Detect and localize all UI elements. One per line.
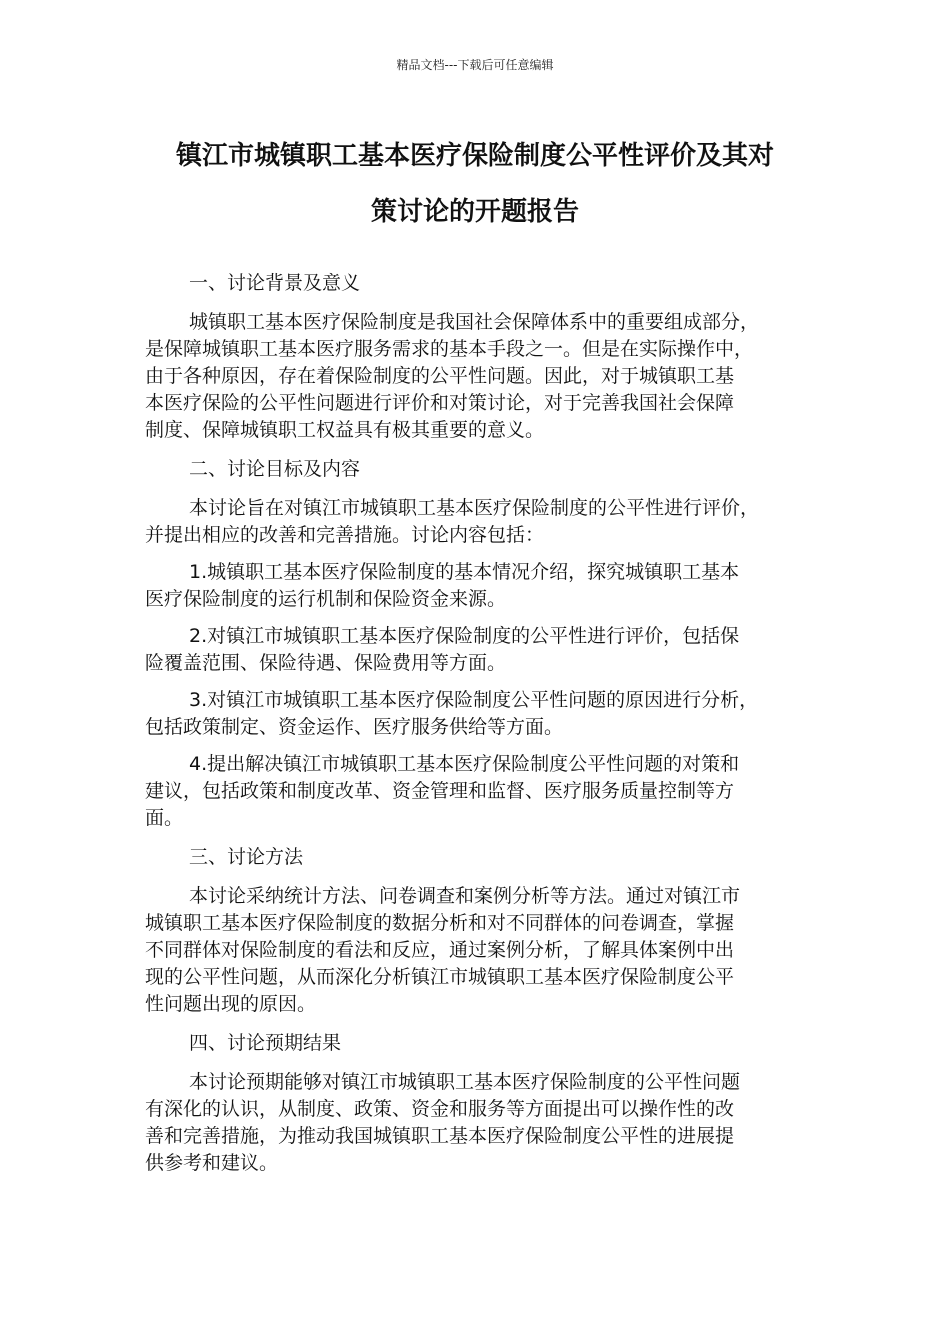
text-line: 是保障城镇职工基本医疗服务需求的基本手段之一。但是在实际操作中， (145, 338, 754, 360)
section-heading-expected-results: 四、讨论预期结果 (189, 1032, 342, 1054)
document-title (120, 128, 830, 240)
text-line: 3.对镇江市城镇职工基本医疗保险制度公平性问题的原因进行分析， (189, 689, 759, 711)
text-line: 本讨论预期能够对镇江市城镇职工基本医疗保险制度的公平性问题 (189, 1071, 741, 1093)
text-line: 医疗保险制度的运行机制和保险资金来源。 (145, 588, 507, 610)
text-line: 现的公平性问题，从而深化分析镇江市城镇职工基本医疗保险制度公平 (145, 966, 735, 988)
text-line: 供参考和建议。 (145, 1152, 279, 1174)
paragraph-background (145, 309, 805, 444)
text-line: 建议，包括政策和制度改革、资金管理和监督、医疗服务质量控制等方 (145, 780, 735, 802)
section-heading-objectives: 二、讨论目标及内容 (189, 458, 361, 480)
text-line: 善和完善措施，为推动我国城镇职工基本医疗保险制度公平性的进展提 (145, 1125, 735, 1147)
list-item-2 (145, 623, 805, 677)
text-line: 不同群体对保险制度的看法和反应，通过案例分析，了解具体案例中出 (145, 939, 735, 961)
section-heading-methods: 三、讨论方法 (189, 846, 304, 868)
list-item-4 (145, 751, 805, 832)
paragraph-methods (145, 883, 805, 1018)
text-line: 并提出相应的改善和完善措施。讨论内容包括： (145, 524, 545, 546)
list-item-1 (145, 559, 805, 613)
title-line: 策讨论的开题报告 (370, 197, 579, 227)
text-line: 有深化的认识，从制度、政策、资金和服务等方面提出可以操作性的改 (145, 1098, 735, 1120)
paragraph-objectives (145, 495, 805, 549)
text-line: 本讨论旨在对镇江市城镇职工基本医疗保险制度的公平性进行评价， (189, 497, 760, 519)
text-line: 面。 (145, 807, 184, 829)
text-line: 1.城镇职工基本医疗保险制度的基本情况介绍，探究城镇职工基本 (189, 561, 740, 583)
text-line: 2.对镇江市城镇职工基本医疗保险制度的公平性进行评价，包括保 (189, 625, 740, 647)
section-heading-background: 一、讨论背景及意义 (189, 272, 361, 294)
text-line: 险覆盖范围、保险待遇、保险费用等方面。 (145, 652, 507, 674)
text-line: 性问题出现的原因。 (145, 993, 317, 1015)
text-line: 4.提出解决镇江市城镇职工基本医疗保险制度公平性问题的对策和 (189, 753, 740, 775)
text-line: 本医疗保险的公平性问题进行评价和对策讨论，对于完善我国社会保障 (145, 392, 735, 414)
paragraph-expected-results (145, 1069, 805, 1177)
text-line: 包括政策制定、资金运作、医疗服务供给等方面。 (145, 716, 564, 738)
page-header: 精品文档---下载后可任意编辑 (396, 58, 554, 72)
text-line: 由于各种原因，存在着保险制度的公平性问题。因此，对于城镇职工基 (145, 365, 735, 387)
title-line: 镇江市城镇职工基本医疗保险制度公平性评价及其对 (175, 141, 774, 171)
text-line: 本讨论采纳统计方法、问卷调查和案例分析等方法。通过对镇江市 (189, 885, 741, 907)
text-line: 制度、保障城镇职工权益具有极其重要的意义。 (145, 419, 545, 441)
text-line: 城镇职工基本医疗保险制度的数据分析和对不同群体的问卷调查，掌握 (145, 912, 735, 934)
text-line: 城镇职工基本医疗保险制度是我国社会保障体系中的重要组成部分， (189, 311, 760, 333)
document-body (145, 268, 805, 1187)
list-item-3 (145, 687, 805, 741)
